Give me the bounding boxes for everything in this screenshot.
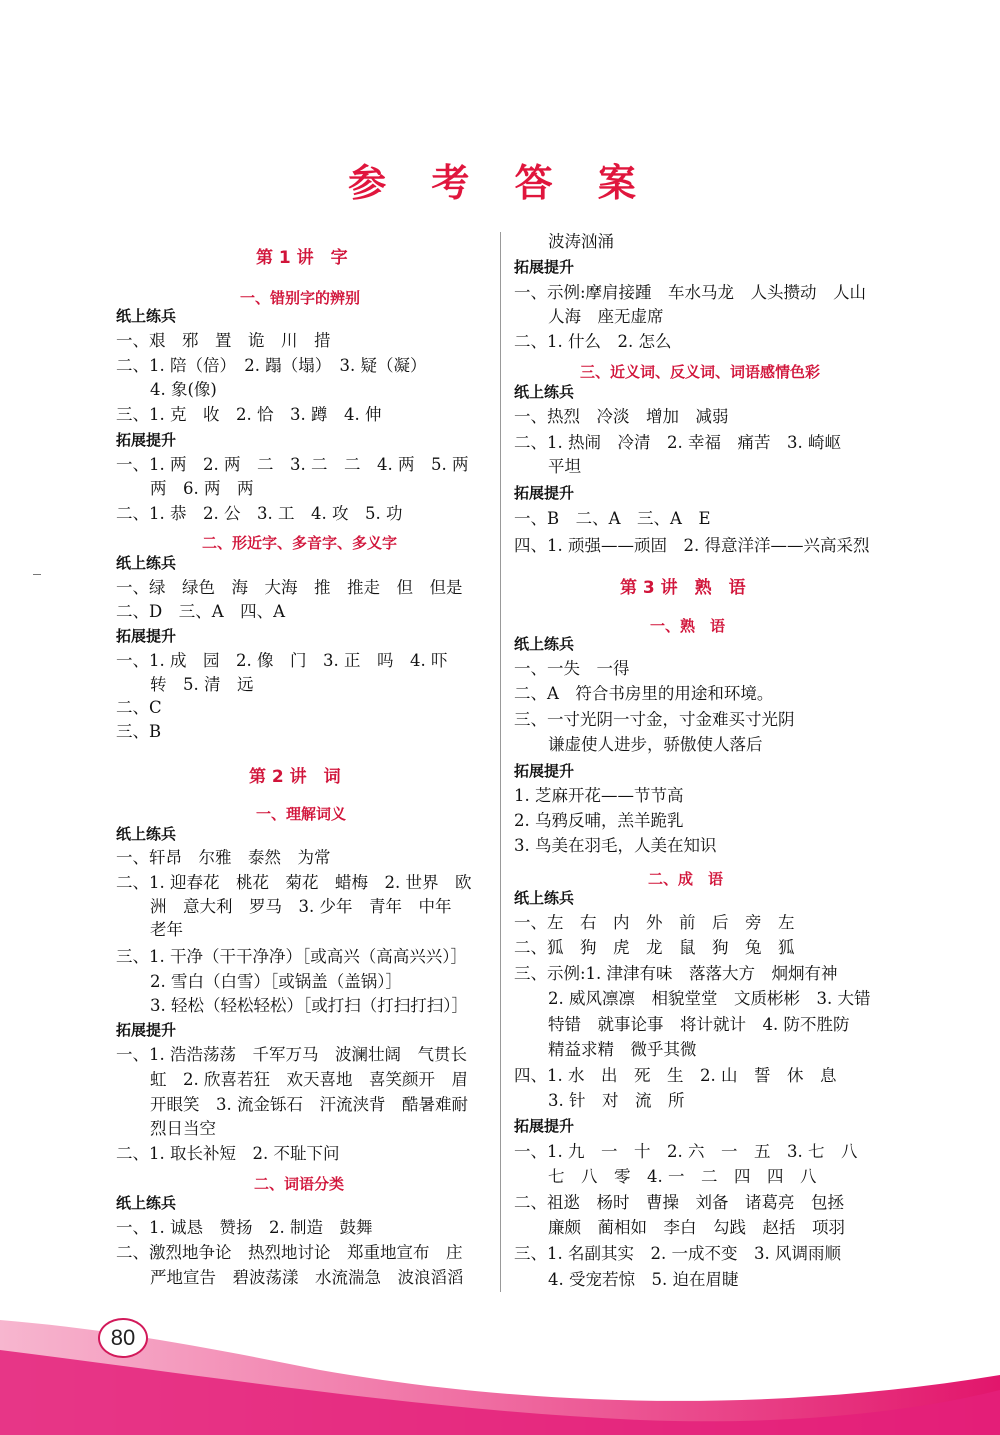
subsection-label: 纸上练兵 xyxy=(116,554,177,572)
answer-line: 二、激烈地争论 热烈地讨论 郑重地宣布 庄 xyxy=(116,1243,463,1262)
answer-line: 二、1. 什么 2. 怎么 xyxy=(514,332,672,351)
answer-line: 4. 象(像) xyxy=(150,380,217,399)
section-heading: 二、成 语 xyxy=(648,870,724,888)
subsection-label: 拓展提升 xyxy=(514,484,575,502)
answer-line: 1. 芝麻开花——节节高 xyxy=(514,786,684,805)
answer-line: 严地宣告 碧波荡漾 水流湍急 波浪滔滔 xyxy=(150,1268,464,1287)
subsection-label: 拓展提升 xyxy=(514,258,575,276)
section-heading: 一、熟 语 xyxy=(650,617,726,635)
section-heading: 二、词语分类 xyxy=(254,1175,345,1193)
answer-line: 三、示例:1. 津津有味 落落大方 炯炯有神 xyxy=(514,964,838,983)
subsection-label: 纸上练兵 xyxy=(514,383,575,401)
subsection-label: 纸上练兵 xyxy=(116,1194,177,1212)
page-number: 80 xyxy=(98,1318,148,1358)
subsection-label: 纸上练兵 xyxy=(514,635,575,653)
answer-line: 一、1. 九 一 十 2. 六 一 五 3. 七 八 xyxy=(514,1142,858,1161)
answer-line: 3. 轻松（轻松轻松）［或打扫（打扫打扫）］ xyxy=(150,996,468,1015)
answer-line: 一、1. 浩浩荡荡 千军万马 波澜壮阔 气贯长 xyxy=(116,1045,467,1064)
subsection-label: 纸上练兵 xyxy=(514,889,575,907)
answer-line: 二、C xyxy=(116,698,162,717)
answer-line: 平坦 xyxy=(548,457,581,476)
lecture-heading: 第 3 讲 熟 语 xyxy=(620,578,746,598)
answer-line: 三、1. 克 收 2. 恰 3. 蹲 4. 伸 xyxy=(116,405,382,424)
answer-line: 波涛汹涌 xyxy=(548,232,614,251)
footer-wave xyxy=(0,1280,1000,1435)
page-title: 参 考 答 案 xyxy=(348,161,652,205)
answer-line: 虹 2. 欣喜若狂 欢天喜地 喜笑颜开 眉 xyxy=(150,1070,468,1089)
answer-line: 一、1. 两 2. 两 二 3. 二 二 4. 两 5. 两 xyxy=(116,455,469,474)
answer-line: 三、1. 名副其实 2. 一成不变 3. 风调雨顺 xyxy=(514,1244,841,1263)
answer-line: 精益求精 微乎其微 xyxy=(548,1040,697,1059)
column-divider xyxy=(500,232,501,1292)
answer-line: 一、B 二、A 三、A E xyxy=(514,509,711,528)
section-heading: 二、形近字、多音字、多义字 xyxy=(202,534,398,552)
answer-line: 二、祖逖 杨时 曹操 刘备 诸葛亮 包拯 xyxy=(514,1193,844,1212)
answer-line: 一、一失 一得 xyxy=(514,659,630,678)
section-heading: 三、近义词、反义词、词语感情色彩 xyxy=(580,363,821,381)
lecture-heading: 第 2 讲 词 xyxy=(249,767,341,787)
subsection-label: 拓展提升 xyxy=(116,627,177,645)
answer-line: 二、1. 恭 2. 公 3. 工 4. 攻 5. 功 xyxy=(116,504,403,523)
subsection-label: 拓展提升 xyxy=(116,1021,177,1039)
answer-line: 两 6. 两 两 xyxy=(150,479,254,498)
answer-line: 3. 鸟美在羽毛，人美在知识 xyxy=(514,836,717,855)
lecture-heading: 第 1 讲 字 xyxy=(256,248,348,268)
answer-line: 一、热烈 冷淡 增加 减弱 xyxy=(514,407,729,426)
answer-line: 四、1. 水 出 死 生 2. 山 誓 休 息 xyxy=(514,1066,837,1085)
answer-line: 2. 威风凛凛 相貌堂堂 文质彬彬 3. 大错 xyxy=(548,989,871,1008)
answer-line: 3. 针 对 流 所 xyxy=(548,1091,685,1110)
answer-line: 人海 座无虚席 xyxy=(548,307,664,326)
answer-line: 一、绿 绿色 海 大海 推 推走 但 但是 xyxy=(116,578,463,597)
answer-line: 廉颇 蔺相如 李白 勾践 赵括 项羽 xyxy=(548,1218,845,1237)
answer-line: 一、1. 成 园 2. 像 门 3. 正 吗 4. 吓 xyxy=(116,651,448,670)
margin-mark xyxy=(33,574,41,575)
answer-line: 三、1. 干净（干干净净）［或高兴（高高兴兴）］ xyxy=(116,947,467,966)
subsection-label: 拓展提升 xyxy=(514,1117,575,1135)
subsection-label: 拓展提升 xyxy=(514,762,575,780)
answer-line: 2. 乌鸦反哺，羔羊跪乳 xyxy=(514,811,684,830)
answer-line: 二、1. 热闹 冷清 2. 幸福 痛苦 3. 崎岖 xyxy=(514,433,841,452)
answer-line: 开眼笑 3. 流金铄石 汗流浃背 酷暑难耐 xyxy=(150,1095,468,1114)
answer-line: 2. 雪白（白雪）［或锅盖（盖锅）］ xyxy=(150,972,402,991)
answer-line: 一、艰 邪 置 诡 川 措 xyxy=(116,331,331,350)
answer-line: 三、一寸光阴一寸金，寸金难买寸光阴 xyxy=(514,710,795,729)
answer-line: 一、示例:摩肩接踵 车水马龙 人头攒动 人山 xyxy=(514,283,867,302)
answer-line: 一、左 右 内 外 前 后 旁 左 xyxy=(514,913,795,932)
answer-line: 一、1. 诚恳 赞扬 2. 制造 鼓舞 xyxy=(116,1218,373,1237)
answer-line: 洲 意大利 罗马 3. 少年 青年 中年 xyxy=(150,897,452,916)
answer-line: 四、1. 顽强——顽固 2. 得意洋洋——兴高采烈 xyxy=(514,536,870,555)
answer-line: 4. 受宠若惊 5. 迫在眉睫 xyxy=(548,1270,739,1289)
subsection-label: 纸上练兵 xyxy=(116,307,177,325)
subsection-label: 拓展提升 xyxy=(116,431,177,449)
answer-line: 二、1. 取长补短 2. 不耻下问 xyxy=(116,1144,340,1163)
answer-line: 二、D 三、A 四、A xyxy=(116,602,286,621)
answer-line: 转 5. 清 远 xyxy=(150,675,254,694)
section-heading: 一、理解词义 xyxy=(256,805,347,823)
answer-line: 二、1. 陪（倍） 2. 蹋（塌） 3. 疑（凝） xyxy=(116,356,427,375)
answer-line: 烈日当空 xyxy=(150,1119,216,1138)
answer-line: 老年 xyxy=(150,920,183,939)
answer-line: 三、B xyxy=(116,722,162,741)
section-heading: 一、错别字的辨别 xyxy=(240,289,361,307)
answer-line: 特错 就事论事 将计就计 4. 防不胜防 xyxy=(548,1015,850,1034)
answer-line: 一、轩昂 尔雅 泰然 为常 xyxy=(116,848,331,867)
answer-line: 谦虚使人进步，骄傲使人落后 xyxy=(548,735,763,754)
answer-line: 七 八 零 4. 一 二 四 四 八 xyxy=(548,1167,817,1186)
subsection-label: 纸上练兵 xyxy=(116,825,177,843)
answer-line: 二、1. 迎春花 桃花 菊花 蜡梅 2. 世界 欧 xyxy=(116,873,472,892)
answer-line: 二、狐 狗 虎 龙 鼠 狗 兔 狐 xyxy=(514,938,795,957)
answer-line: 二、A 符合书房里的用途和环境。 xyxy=(514,684,774,703)
